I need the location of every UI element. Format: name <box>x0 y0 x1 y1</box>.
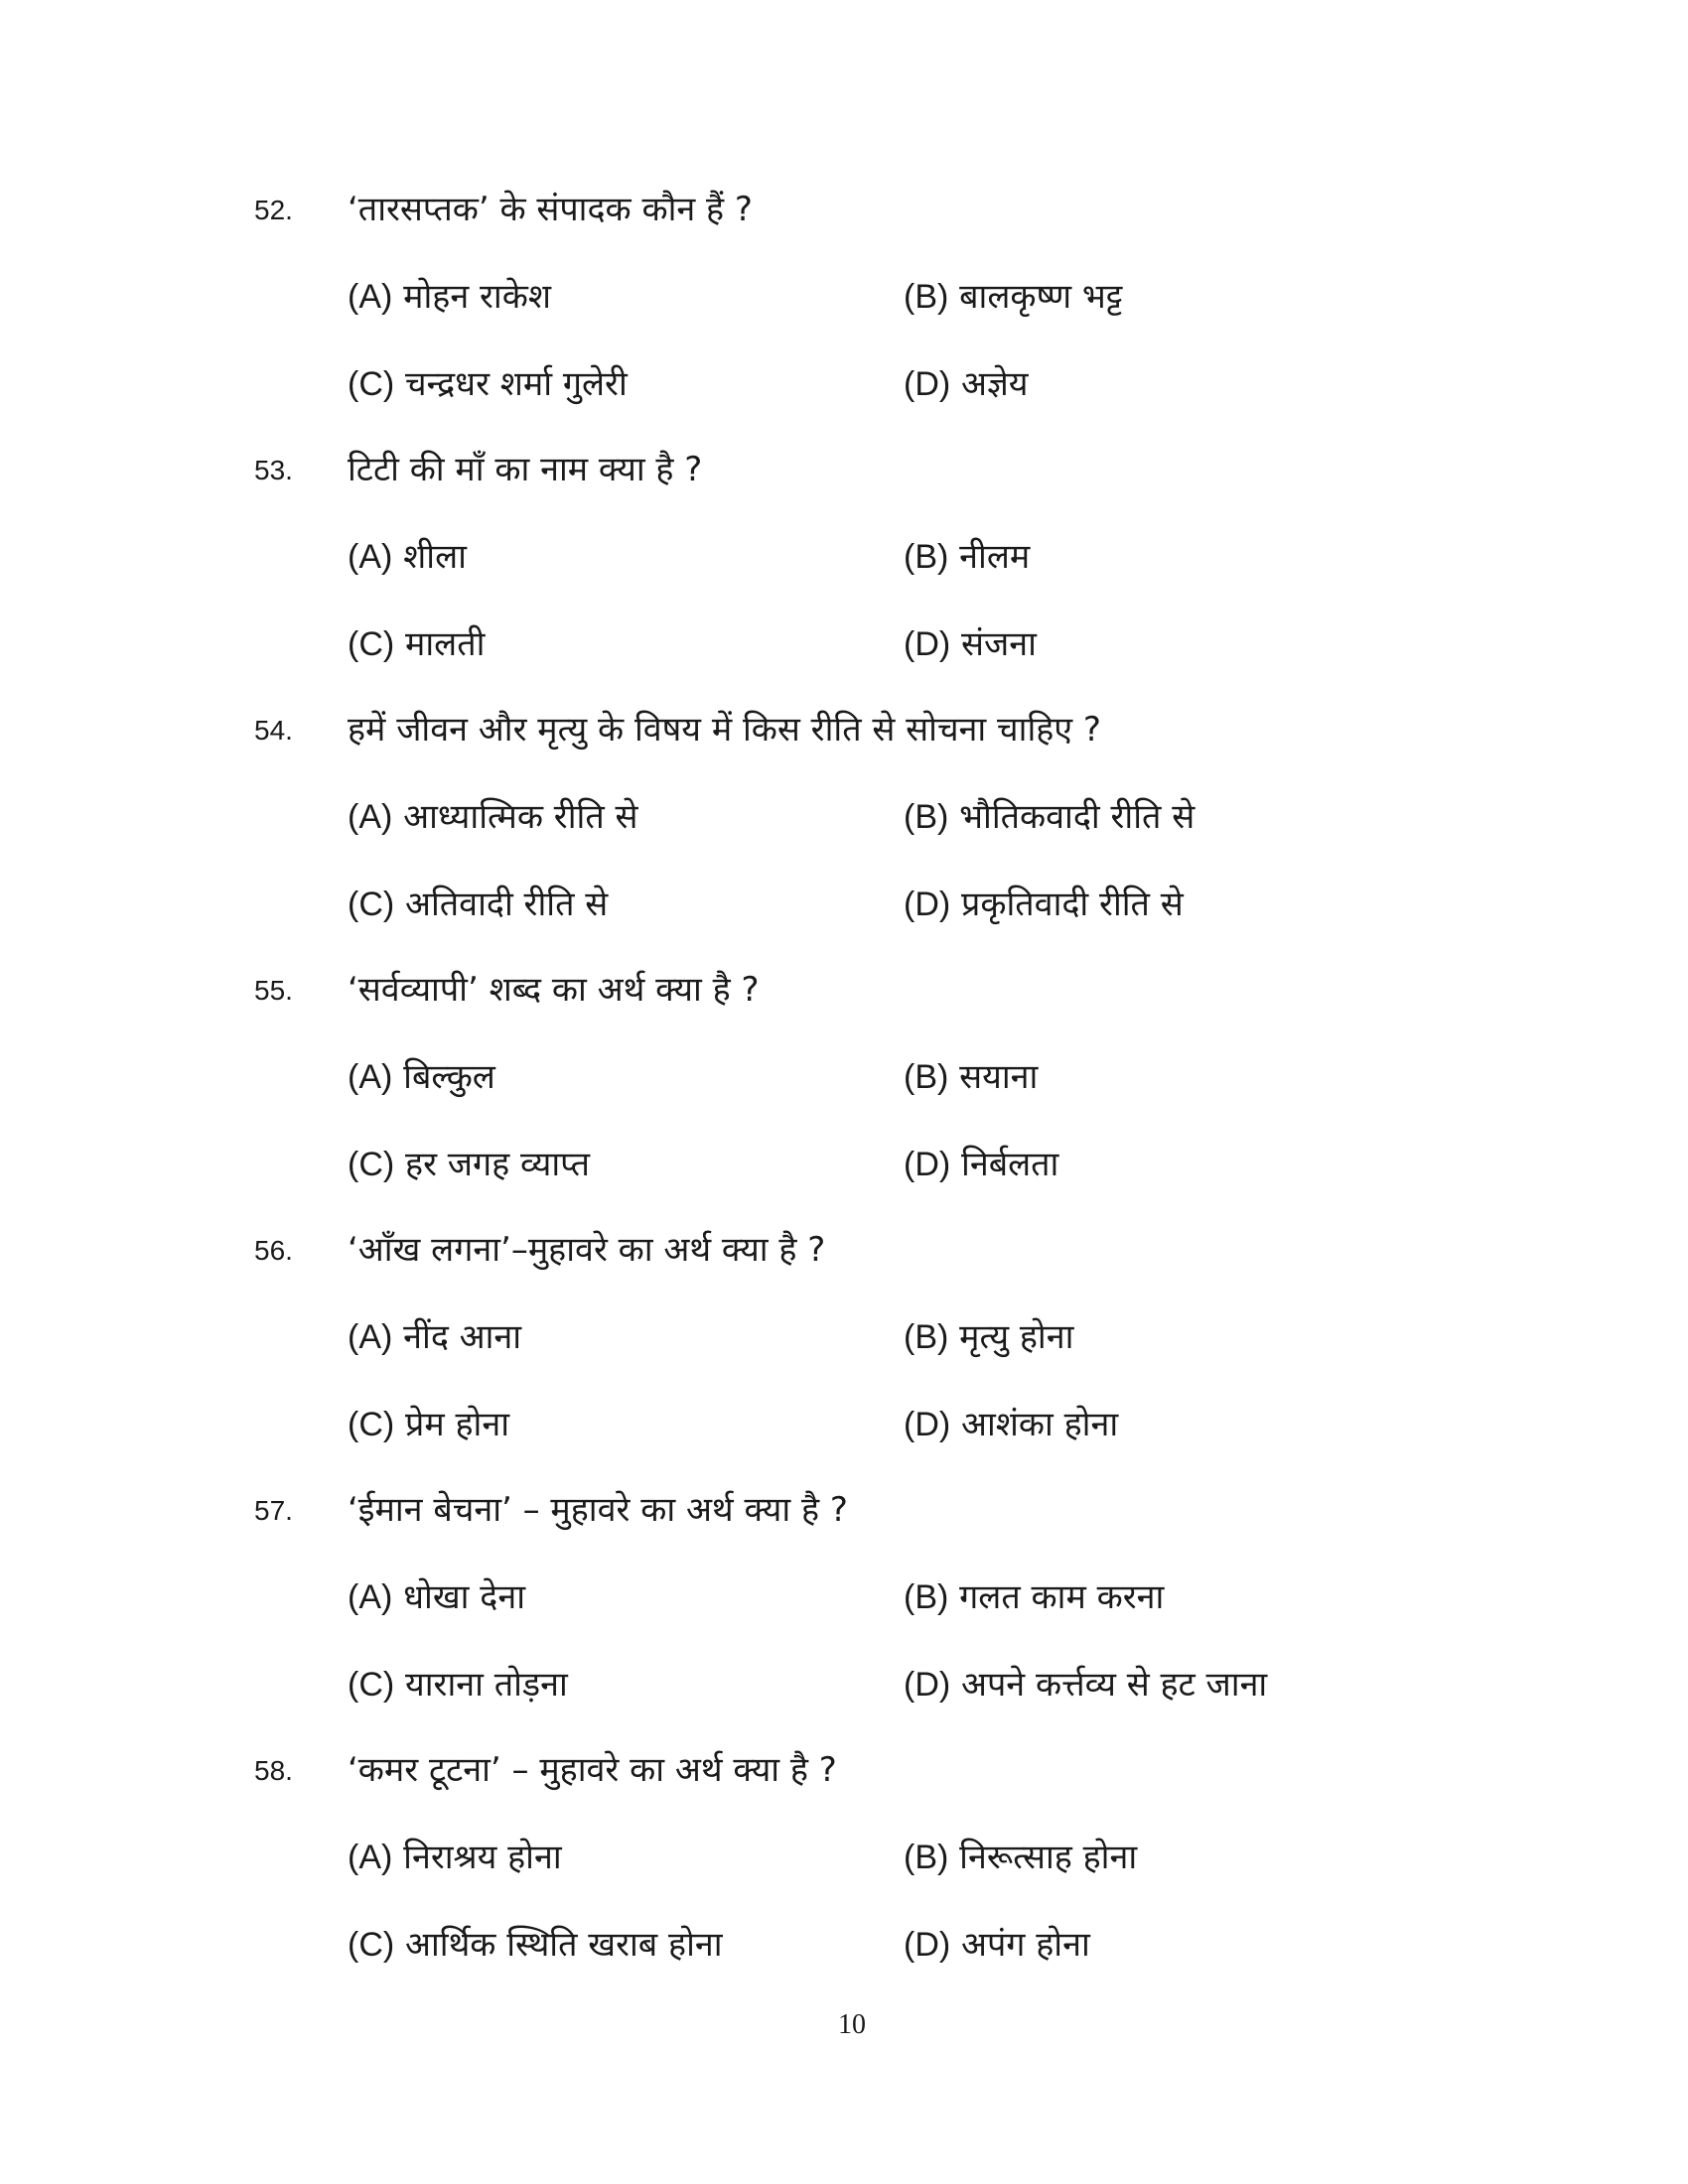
option-a <box>348 1312 521 1362</box>
option-b <box>904 1572 1164 1622</box>
option-label: (C) <box>348 1666 395 1704</box>
option-b <box>904 1312 1073 1362</box>
option-text: शीला <box>403 537 467 577</box>
option-text: आध्यात्मिक रीति से <box>403 797 638 837</box>
option-c <box>348 1920 723 1970</box>
option-text: प्रेम होना <box>405 1405 510 1444</box>
option-d <box>904 1660 1267 1709</box>
option-label: (D) <box>904 1666 951 1704</box>
option-text: निरूत्साह होना <box>959 1838 1138 1877</box>
option-label: (B) <box>904 538 949 576</box>
question-text: ‘कमर टूटना’ – मुहावरे का अर्थ क्या है ? <box>348 1750 837 1790</box>
option-label: (B) <box>904 798 949 836</box>
option-text: मृत्यु होना <box>959 1317 1074 1357</box>
question-54 <box>0 711 1688 971</box>
question-number: 58. <box>254 1755 293 1786</box>
option-label: (C) <box>348 625 395 663</box>
option-c <box>348 619 485 669</box>
option-b <box>904 1833 1137 1882</box>
option-label: (C) <box>348 365 395 403</box>
option-c <box>348 1140 590 1189</box>
option-label: (D) <box>904 886 951 923</box>
option-c <box>348 1400 509 1449</box>
option-label: (D) <box>904 625 951 663</box>
question-53 <box>0 451 1688 711</box>
question-number: 54. <box>254 715 293 746</box>
option-label: (D) <box>904 1146 951 1183</box>
option-label: (A) <box>348 1318 393 1356</box>
option-b <box>904 272 1122 322</box>
option-text: प्रकृतिवादी रीति से <box>961 885 1184 924</box>
question-58 <box>0 1751 1688 2011</box>
option-label: (C) <box>348 1146 395 1183</box>
option-c <box>348 880 608 929</box>
option-text: निर्बलता <box>961 1145 1059 1184</box>
option-a <box>348 1572 525 1622</box>
option-text: आशंका होना <box>961 1405 1119 1444</box>
option-a <box>348 1052 495 1102</box>
option-text: अपंग होना <box>961 1925 1090 1965</box>
option-label: (A) <box>348 538 393 576</box>
question-number: 52. <box>254 195 293 225</box>
option-label: (A) <box>348 798 393 836</box>
option-text: निराश्रय होना <box>403 1838 562 1877</box>
option-text: अपने कर्त्तव्य से हट जाना <box>961 1665 1268 1705</box>
option-b <box>904 792 1195 842</box>
option-label: (B) <box>904 1318 949 1356</box>
option-text: सयाना <box>959 1057 1039 1097</box>
question-number: 55. <box>254 975 293 1006</box>
option-text: भौतिकवादी रीति से <box>959 797 1196 837</box>
option-text: बिल्कुल <box>403 1057 495 1097</box>
option-text: मालती <box>405 624 486 664</box>
option-label: (C) <box>348 1406 395 1443</box>
option-label: (B) <box>904 1839 949 1876</box>
option-text: हर जगह व्याप्त <box>405 1145 591 1184</box>
option-text: अतिवादी रीति से <box>405 885 609 924</box>
option-d <box>904 1140 1058 1189</box>
question-number: 57. <box>254 1495 293 1526</box>
option-label: (A) <box>348 1839 393 1876</box>
option-d <box>904 1400 1118 1449</box>
option-text: चन्द्रधर शर्मा गुलेरी <box>405 364 628 404</box>
option-b <box>904 1052 1038 1102</box>
option-text: अज्ञेय <box>961 364 1029 404</box>
option-label: (B) <box>904 1058 949 1096</box>
option-label: (D) <box>904 365 951 403</box>
option-label: (A) <box>348 1578 393 1616</box>
question-57 <box>0 1491 1688 1751</box>
option-text: संजना <box>961 624 1037 664</box>
question-55 <box>0 971 1688 1231</box>
option-a <box>348 1833 562 1882</box>
question-56 <box>0 1231 1688 1491</box>
question-text: ‘सर्वव्यापी’ शब्द का अर्थ क्या है ? <box>348 970 760 1010</box>
option-label: (A) <box>348 1058 393 1096</box>
question-number: 56. <box>254 1235 293 1266</box>
option-text: मोहन राकेश <box>403 277 551 317</box>
option-text: आर्थिक स्थिति खराब होना <box>405 1925 723 1965</box>
question-text: ‘ईमान बेचना’ – मुहावरे का अर्थ क्या है ? <box>348 1490 848 1530</box>
question-text: हमें जीवन और मृत्यु के विषय में किस रीति से सोचना चाहिए ? <box>348 710 1101 750</box>
option-text: धोखा देना <box>403 1577 526 1617</box>
option-label: (B) <box>904 278 949 316</box>
option-label: (C) <box>348 1926 395 1964</box>
option-d <box>904 359 1029 409</box>
option-text: याराना तोड़ना <box>405 1665 568 1705</box>
option-b <box>904 532 1030 582</box>
option-text: नीलम <box>959 537 1031 577</box>
option-label: (D) <box>904 1406 951 1443</box>
question-52 <box>0 191 1688 451</box>
question-text: टिटी की माँ का नाम क्या है ? <box>348 450 703 489</box>
option-a <box>348 532 467 582</box>
option-a <box>348 792 638 842</box>
question-text: ‘तारसप्तक’ के संपादक कौन हैं ? <box>348 190 753 229</box>
option-text: गलत काम करना <box>959 1577 1165 1617</box>
option-text: नींद आना <box>403 1317 522 1357</box>
option-a <box>348 272 551 322</box>
option-label: (B) <box>904 1578 949 1616</box>
question-text: ‘आँख लगना’–मुहावरे का अर्थ क्या है ? <box>348 1230 826 1270</box>
option-d <box>904 619 1037 669</box>
option-label: (A) <box>348 278 393 316</box>
option-d <box>904 880 1184 929</box>
option-label: (C) <box>348 886 395 923</box>
question-number: 53. <box>254 455 293 485</box>
option-text: बालकृष्ण भट्ट <box>959 277 1123 317</box>
option-c <box>348 1660 568 1709</box>
option-label: (D) <box>904 1926 951 1964</box>
page-number: 10 <box>838 2009 866 2040</box>
option-d <box>904 1920 1090 1970</box>
option-c <box>348 359 628 409</box>
